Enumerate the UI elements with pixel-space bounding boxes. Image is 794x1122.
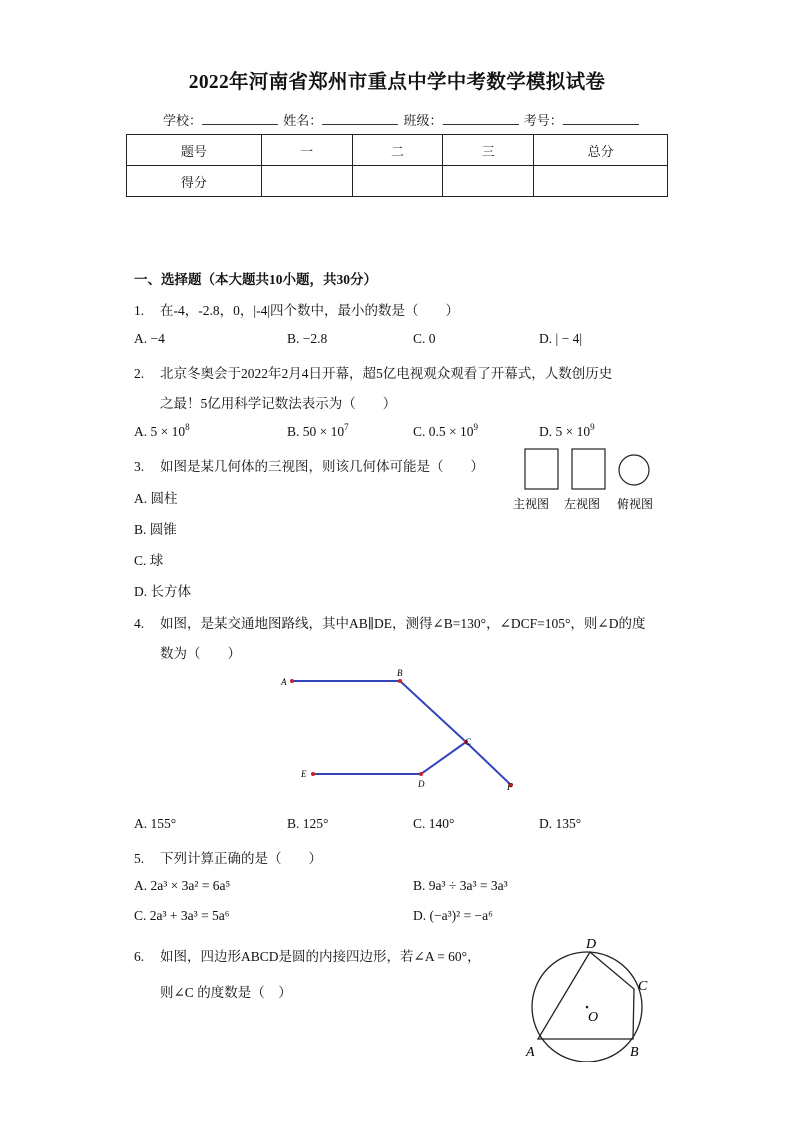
- question-text: 下列计算正确的是（ ）: [160, 851, 322, 866]
- question-text: 如图，是某交通地图路线，其中AB∥DE，测得∠B=130°，∠DCF=105°，则∠D的度: [160, 616, 646, 631]
- question-1: [134, 299, 459, 319]
- option-exponent: 9: [473, 422, 478, 432]
- header-cell: 题号: [127, 135, 262, 166]
- score-cell[interactable]: [352, 166, 443, 197]
- question-6: [134, 945, 481, 965]
- view-label: 俯视图: [617, 497, 654, 511]
- score-row-label: 得分: [127, 166, 262, 197]
- name-label: 姓名：: [283, 113, 323, 128]
- option[interactable]: C. 0: [413, 331, 436, 346]
- point-a: [290, 679, 294, 683]
- point-label: A: [526, 1045, 535, 1060]
- three-views-figure: [505, 444, 670, 514]
- option-base: B. 50 × 10: [287, 424, 345, 439]
- class-label: 班级：: [403, 113, 443, 128]
- option[interactable]: A. −4: [134, 331, 165, 346]
- question-text: 如图，四边形ABCD是圆的内接四边形，若∠A = 60°，: [160, 949, 481, 964]
- question-number: 4.: [134, 616, 145, 631]
- option[interactable]: D. | − 4|: [539, 331, 583, 346]
- option-exponent: 9: [590, 422, 595, 432]
- option-base: A. 5 × 10: [134, 424, 186, 439]
- header-cell: 二: [352, 135, 443, 166]
- option[interactable]: C. 球: [134, 553, 164, 568]
- header-cell: 一: [261, 135, 352, 166]
- question-2: [134, 362, 612, 382]
- exam-title: 2022年河南省郑州市重点中学中考数学模拟试卷: [188, 72, 606, 93]
- score-cell[interactable]: [443, 166, 534, 197]
- score-cell[interactable]: [534, 166, 668, 197]
- option[interactable]: A. 2a³ × 3a² = 6a⁵: [134, 878, 231, 893]
- option[interactable]: A. 155°: [134, 816, 177, 831]
- option[interactable]: C. 2a³ + 3a³ = 5a⁶: [134, 908, 230, 923]
- option[interactable]: D. (−a³)² = −a⁶: [413, 908, 493, 923]
- question-4: [134, 612, 645, 632]
- route-line-abcf: [292, 681, 511, 785]
- score-row: [127, 166, 668, 197]
- point-label: C: [465, 737, 472, 747]
- option[interactable]: B. 9a³ ÷ 3a³ = 3a³: [413, 878, 508, 893]
- option[interactable]: C. 140°: [413, 816, 455, 831]
- point-e: [311, 772, 315, 776]
- route-line-edc: [313, 742, 466, 774]
- side-view-rect: [572, 449, 605, 489]
- top-view-circle: [619, 455, 649, 485]
- school-label: 学校：: [163, 113, 203, 128]
- option[interactable]: D. 135°: [539, 816, 582, 831]
- point-label: O: [588, 1010, 599, 1025]
- point-label: D: [586, 937, 597, 952]
- option[interactable]: [134, 424, 190, 440]
- question-number: 6.: [134, 949, 145, 964]
- point-label: C: [638, 979, 648, 994]
- question-3: [134, 455, 484, 475]
- option[interactable]: [413, 424, 478, 440]
- view-label: 主视图: [513, 497, 550, 511]
- option[interactable]: [287, 424, 349, 440]
- option[interactable]: A. 圆柱: [134, 491, 178, 506]
- option[interactable]: D. 长方体: [134, 584, 191, 599]
- school-blank[interactable]: [202, 113, 278, 125]
- option-base: D. 5 × 10: [539, 424, 591, 439]
- question-text-cont: 数为（ ）: [160, 646, 241, 661]
- center-point: [586, 1006, 589, 1009]
- route-figure: [275, 665, 525, 795]
- option-base: C. 0.5 × 10: [413, 424, 474, 439]
- point-label: F: [507, 782, 513, 792]
- question-text-cont: 则∠C 的度数是（ ）: [160, 985, 292, 1000]
- student-info: [163, 110, 641, 129]
- option[interactable]: B. −2.8: [287, 331, 328, 346]
- inscribed-quadrilateral-figure: [518, 932, 668, 1062]
- question-text-cont: 之最！5亿用科学记数法表示为（ ）: [160, 396, 397, 411]
- question-text: 在-4，-2.8，0，|-4|四个数中，最小的数是（ ）: [160, 303, 460, 318]
- score-table: [126, 134, 668, 197]
- exam-no-blank[interactable]: [563, 113, 639, 125]
- point-label: E: [301, 769, 307, 779]
- point-label: D: [418, 779, 425, 789]
- question-text: 北京冬奥会于2022年2月4日开幕，超5亿电视观众观看了开幕式，人数创历史: [160, 366, 613, 381]
- view-label: 左视图: [564, 497, 601, 511]
- point-label: B: [397, 668, 403, 678]
- point-label: A: [281, 677, 287, 687]
- question-5: [134, 847, 322, 867]
- exam-no-label: 考号：: [523, 113, 563, 128]
- point-d: [419, 772, 423, 776]
- name-blank[interactable]: [322, 113, 398, 125]
- option-exponent: 8: [185, 422, 190, 432]
- option[interactable]: B. 圆锥: [134, 522, 177, 537]
- point-b: [398, 679, 402, 683]
- option[interactable]: [539, 424, 595, 440]
- question-number: 2.: [134, 366, 145, 381]
- question-number: 1.: [134, 303, 145, 318]
- question-text: 如图是某几何体的三视图，则该几何体可能是（ ）: [160, 459, 484, 474]
- class-blank[interactable]: [443, 113, 519, 125]
- option[interactable]: B. 125°: [287, 816, 329, 831]
- point-label: B: [630, 1045, 639, 1060]
- score-header-row: [127, 135, 668, 166]
- front-view-rect: [525, 449, 558, 489]
- score-cell[interactable]: [261, 166, 352, 197]
- header-cell: 总分: [534, 135, 668, 166]
- question-number: 5.: [134, 851, 145, 866]
- question-number: 3.: [134, 459, 145, 474]
- section-heading: 一、选择题（本大题共10小题，共30分）: [134, 272, 377, 287]
- option-exponent: 7: [344, 422, 349, 432]
- header-cell: 三: [443, 135, 534, 166]
